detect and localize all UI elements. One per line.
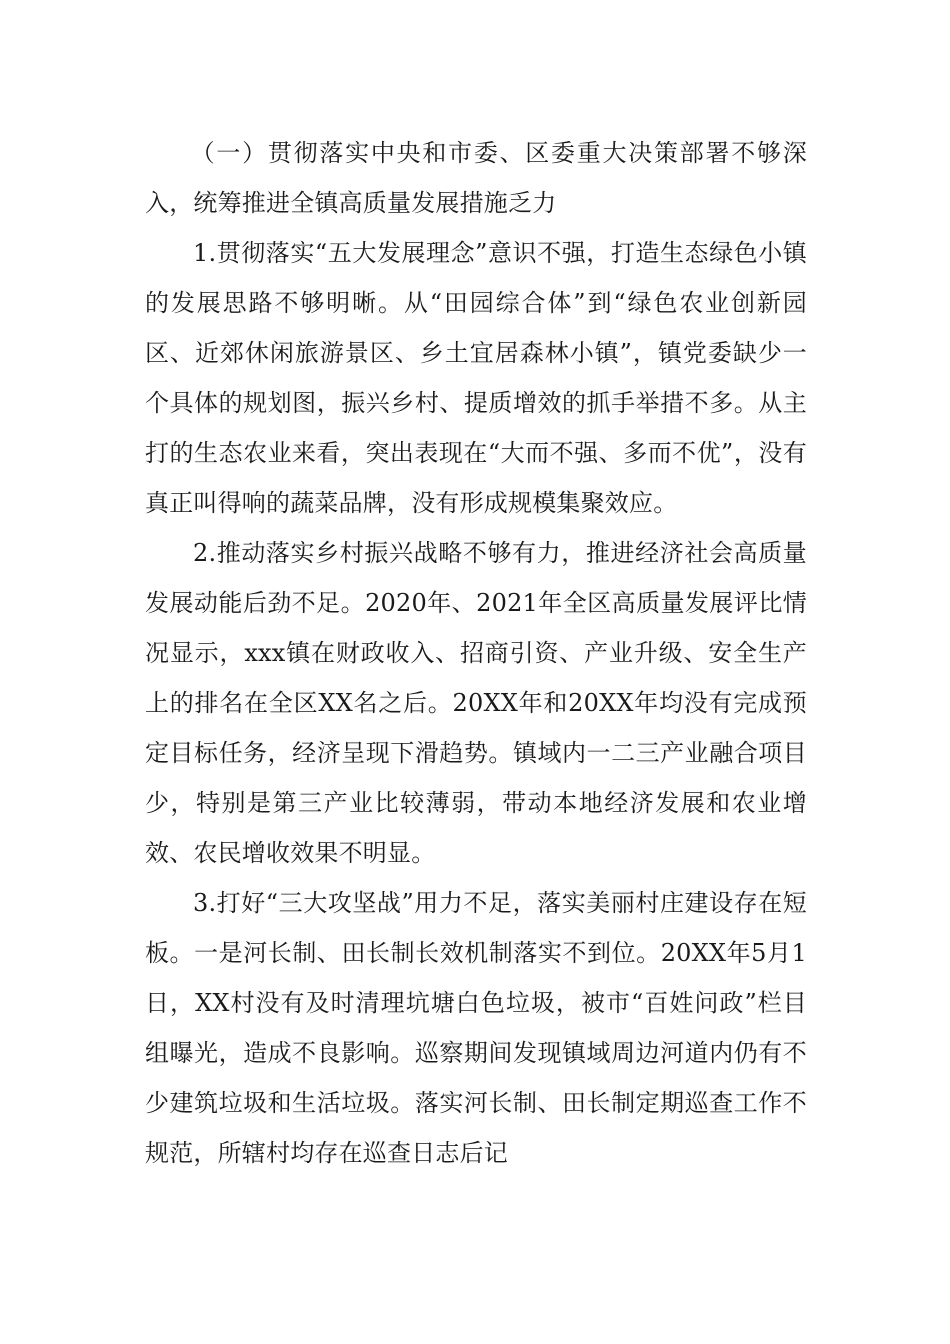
document-body [145, 128, 807, 1178]
paragraph-1: 1.贯彻落实“五大发展理念”意识不强，打造生态绿色小镇的发展思路不够明晰。从“田园综合体”到“绿色农业创新园区、近郊休闲旅游景区、乡土宜居森林小镇”，镇党委缺少一个具体的规划图，振兴乡村、提质增效的抓手举措不多。从主打的生态农业来看，突出表现在“大而不强、多而不优”，没有真正叫得响的蔬菜品牌，没有形成规模集聚效应。 [145, 239, 807, 517]
section-heading: （一）贯彻落实中央和市委、区委重大决策部署不够深入，统筹推进全镇高质量发展措施乏力 [145, 139, 807, 217]
paragraph-3: 3.打好“三大攻坚战”用力不足，落实美丽村庄建设存在短板。一是河长制、田长制长效机制落实不到位。20XX年5月1日，XX村没有及时清理坑塘白色垃圾，被市“百姓问政”栏目组曝光，造成不良影响。巡察期间发现镇域周边河道内仍有不少建筑垃圾和生活垃圾。落实河长制、田长制定期巡查工作不规范，所辖村均存在巡查日志后记 [145, 889, 807, 1167]
paragraph-2: 2.推动落实乡村振兴战略不够有力，推进经济社会高质量发展动能后劲不足。2020年、2021年全区高质量发展评比情况显示，xxx镇在财政收入、招商引资、产业升级、安全生产上的排名在全区XX名之后。20XX年和20XX年均没有完成预定目标任务，经济呈现下滑趋势。镇域内一二三产业融合项目少，特别是第三产业比较薄弱，带动本地经济发展和农业增效、农民增收效果不明显。 [145, 539, 807, 867]
